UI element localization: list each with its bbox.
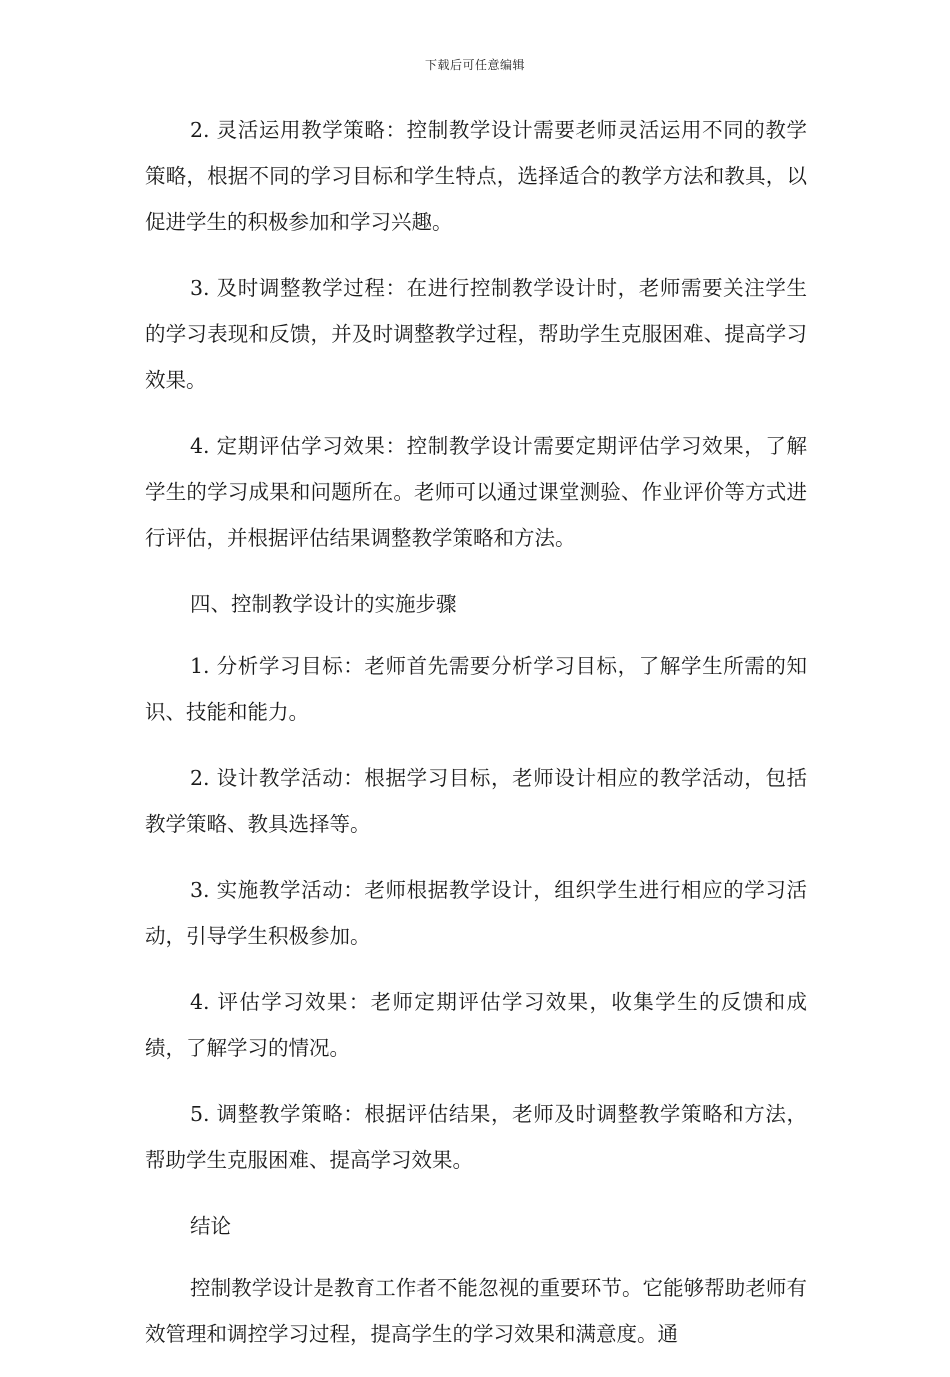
step-assess-results: 4. 评估学习效果：老师定期评估学习效果，收集学生的反馈和成绩，了解学习的情况。 (145, 990, 807, 1060)
step-implement-activities: 3. 实施教学活动：老师根据教学设计，组织学生进行相应的学习活动，引导学生积极参加。 (145, 878, 807, 948)
step-adjust-strategy: 5. 调整教学策略：根据评估结果，老师及时调整教学策略和方法，帮助学生克服困难、提高学习效果。 (145, 1102, 807, 1172)
step-analyze-goals: 1. 分析学习目标：老师首先需要分析学习目标，了解学生所需的知识、技能和能力。 (145, 654, 807, 724)
paragraph-strategy: 2. 灵活运用教学策略：控制教学设计需要老师灵活运用不同的教学策略，根据不同的学习目标和学生特点，选择适合的教学方法和教具，以促进学生的积极参加和学习兴趣。 (145, 118, 807, 234)
step-design-activities: 2. 设计教学活动：根据学习目标，老师设计相应的教学活动，包括教学策略、教具选择等。 (145, 766, 807, 836)
document-body (145, 107, 807, 1377)
page-header-note: 下载后可任意编辑 (424, 58, 525, 72)
paragraph-adjust-process: 3. 及时调整教学过程：在进行控制教学设计时，老师需要关注学生的学习表现和反馈，并及时调整教学过程，帮助学生克服困难、提高学习效果。 (145, 276, 807, 392)
paragraph-evaluate: 4. 定期评估学习效果：控制教学设计需要定期评估学习效果，了解学生的学习成果和问题所在。老师可以通过课堂测验、作业评价等方式进行评估，并根据评估结果调整教学策略和方法。 (145, 434, 807, 550)
section-heading-steps: 四、控制教学设计的实施步骤 (190, 592, 457, 616)
section-heading-conclusion: 结论 (190, 1214, 231, 1238)
paragraph-conclusion: 控制教学设计是教育工作者不能忽视的重要环节。它能够帮助老师有效管理和调控学习过程，提高学生的学习效果和满意度。通 (145, 1276, 807, 1346)
